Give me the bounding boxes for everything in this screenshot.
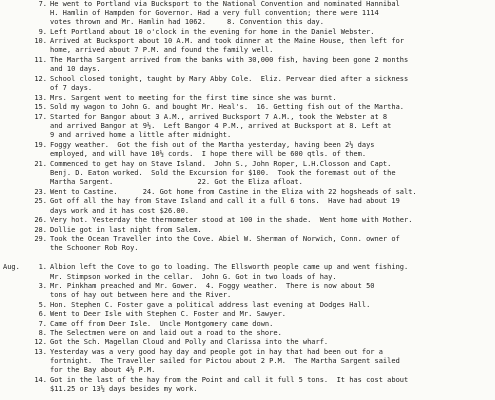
entry-date: 15. [34, 103, 47, 111]
diary-line [0, 207, 495, 216]
entry-date: 3. [38, 282, 47, 290]
month-label: Aug. [3, 263, 20, 271]
entry-text: Mr. Pinkham preached and Mr. Gower. 4. Foggy weather. There is now about 50 [50, 282, 375, 290]
diary-line [0, 103, 495, 112]
diary-line [0, 263, 495, 272]
entry-date: 12. [34, 75, 47, 83]
diary-line [0, 320, 495, 329]
entry-date: 23. [34, 188, 47, 196]
entry-text: Started for Bangor about 3 A.M., arrived Bucksport 7 A.M., took the Webster at 8 [50, 113, 388, 121]
diary-line [0, 9, 495, 18]
diary-line [0, 282, 495, 291]
diary-line [0, 18, 495, 27]
diary-line [0, 178, 495, 187]
entry-text: and arrived Bangor at 9½. Left Bangor 4 P.M., arrived at Bucksport at 8. Left at [50, 122, 392, 130]
entry-text: days work and it has cost $26.00. [50, 207, 190, 215]
entry-date: 21. [34, 160, 47, 168]
entry-text: Hon. Stephen C. Foster gave a political address last evening at Dodges Hall. [50, 301, 371, 309]
entry-date: 7. [38, 0, 47, 8]
entry-text: Left Portland about 10 o'clock in the evening for home in the Daniel Webster. [50, 28, 375, 36]
diary-line [0, 65, 495, 74]
diary-line [0, 0, 495, 9]
entry-text: tons of hay out between here and the River. [50, 291, 232, 299]
entry-date: 9. [38, 28, 47, 36]
entry-text: The Martha Sargent arrived from the banks with 30,000 fish, having been gone 2 months [50, 56, 409, 64]
diary-line [0, 366, 495, 375]
entry-date: 17. [34, 113, 47, 121]
diary-line [0, 46, 495, 55]
diary-line [0, 329, 495, 338]
entry-text: Mrs. Sargent went to meeting for the first time since she was burnt. [50, 94, 337, 102]
entry-text: Came off from Deer Isle. Uncle Montgomery came down. [50, 320, 274, 328]
diary-line [0, 131, 495, 140]
diary-line [0, 338, 495, 347]
diary-line [0, 310, 495, 319]
entry-text: Went to Deer Isle with Stephen C. Foster and Mr. Sawyer. [50, 310, 287, 318]
diary-line [0, 28, 495, 37]
entry-text: Very hot. Yesterday the thermometer stood at 100 in the shade. Went home with Mother. [50, 216, 413, 224]
diary-line [0, 122, 495, 131]
diary-line [0, 94, 495, 103]
diary-line [0, 376, 495, 385]
entry-text: Yesterday was a very good hay day and people got in hay that had been out for a [50, 348, 383, 356]
diary-line [0, 216, 495, 225]
entry-text: the Schooner Rob Roy. [50, 244, 139, 252]
entry-text: $11.25 or 13½ days besides my work. [50, 385, 198, 393]
diary-line [0, 301, 495, 310]
diary-line [0, 244, 495, 253]
entry-text: for the Bay about 4½ P.M. [50, 366, 156, 374]
entry-date: 26. [34, 216, 47, 224]
diary-line [0, 385, 495, 394]
diary-line [0, 84, 495, 93]
entry-text: fortnight. The Traveller sailed for Pictou about 2 P.M. The Martha Sargent sailed [50, 357, 400, 365]
entry-date: 11. [34, 56, 47, 64]
diary-line [0, 37, 495, 46]
entry-text: School closed tonight, taught by Mary Abby Cole. Eliz. Pervear died after a sickness [50, 75, 409, 83]
entry-text: Took the Ocean Traveller into the Cove. Abiel W. Sherman of Norwich, Conn. owner of [50, 235, 400, 243]
entry-text: Arrived at Bucksport about 10 A.M. and took dinner at the Maine House, then left for [50, 37, 405, 45]
entry-text: employed, and will have 10½ cords. I hope there will be 600 qtls. of them. [50, 150, 367, 158]
entry-date: 13. [34, 94, 47, 102]
diary-line [0, 169, 495, 178]
entry-date: 28. [34, 226, 47, 234]
diary-line [0, 141, 495, 150]
diary-line [0, 150, 495, 159]
diary-line [0, 254, 495, 263]
entry-text: Benj. D. Eaton worked. Sold the Excursion for $100. Took the foremast out of the [50, 169, 396, 177]
entry-text: Commenced to get hay on Stave Island. John S., John Roper, L.H.Closson and Capt. [50, 160, 392, 168]
entry-date: 19. [34, 141, 47, 149]
diary-line [0, 75, 495, 84]
entry-text: 9 and arrived home a little after midnight. [50, 131, 232, 139]
entry-date: 25. [34, 197, 47, 205]
diary-line [0, 113, 495, 122]
entry-date: 14. [34, 376, 47, 384]
entry-text: Went to Castine. 24. Got home from Castine in the Eliza with 22 hogsheads of salt. [50, 188, 417, 196]
entry-text: Martha Sargent. 22. Got the Eliza afloat. [50, 178, 303, 186]
diary-line [0, 291, 495, 300]
entry-date: 8. [38, 329, 47, 337]
entry-date: 1. [38, 263, 47, 271]
diary-line [0, 226, 495, 235]
entry-text: and 10 days. [50, 65, 101, 73]
diary-line [0, 357, 495, 366]
diary-line [0, 197, 495, 206]
entry-text: of 7 days. [50, 84, 93, 92]
entry-text: Got the Sch. Magellan Cloud and Polly and Clarissa into the wharf. [50, 338, 329, 346]
entry-date: 6. [38, 310, 47, 318]
diary-line [0, 273, 495, 282]
entry-date: 7. [38, 320, 47, 328]
diary-line [0, 160, 495, 169]
entry-text: Sold my wagon to John G. and bought Mr. Heal's. 16. Getting fish out of the Martha. [50, 103, 405, 111]
entry-date: 13. [34, 348, 47, 356]
entry-text: Foggy weather. Got the fish out of the Martha yesterday, having been 2½ days [50, 141, 375, 149]
entry-text: Got off all the hay from Stave Island and call it a full 6 tons. Have had about 19 [50, 197, 400, 205]
diary-line [0, 348, 495, 357]
diary-line [0, 188, 495, 197]
entry-text: votes thrown and Mr. Hamlin had 1062. 8. Convention this day. [50, 18, 324, 26]
entry-text: Albion left the Cove to go to loading. The Ellsworth people came up and went fishing. [50, 263, 409, 271]
diary-line [0, 56, 495, 65]
entry-date: 29. [34, 235, 47, 243]
entry-text: H. Hamlin of Hampden for Governor. Had a very full convention; there were 1114 [50, 9, 379, 17]
entry-date: 12. [34, 338, 47, 346]
entry-text: Mr. Stimpson worked in the cellar. John G. Got in two loads of hay. [50, 273, 337, 281]
entry-text: He went to Portland via Bucksport to the National Convention and nominated Hannibal [50, 0, 400, 8]
entry-text: Dollie got in last night from Salem. [50, 226, 202, 234]
entry-date: 5. [38, 301, 47, 309]
entry-text: Got in the last of the hay from the Point and call it full 5 tons. It has cost about [50, 376, 409, 384]
entry-date: 10. [34, 37, 47, 45]
entry-text: The Selectmen were on and laid out a road to the shore. [50, 329, 282, 337]
entry-text: home, arrived about 7 P.M. and found the family well. [50, 46, 274, 54]
diary-line [0, 235, 495, 244]
